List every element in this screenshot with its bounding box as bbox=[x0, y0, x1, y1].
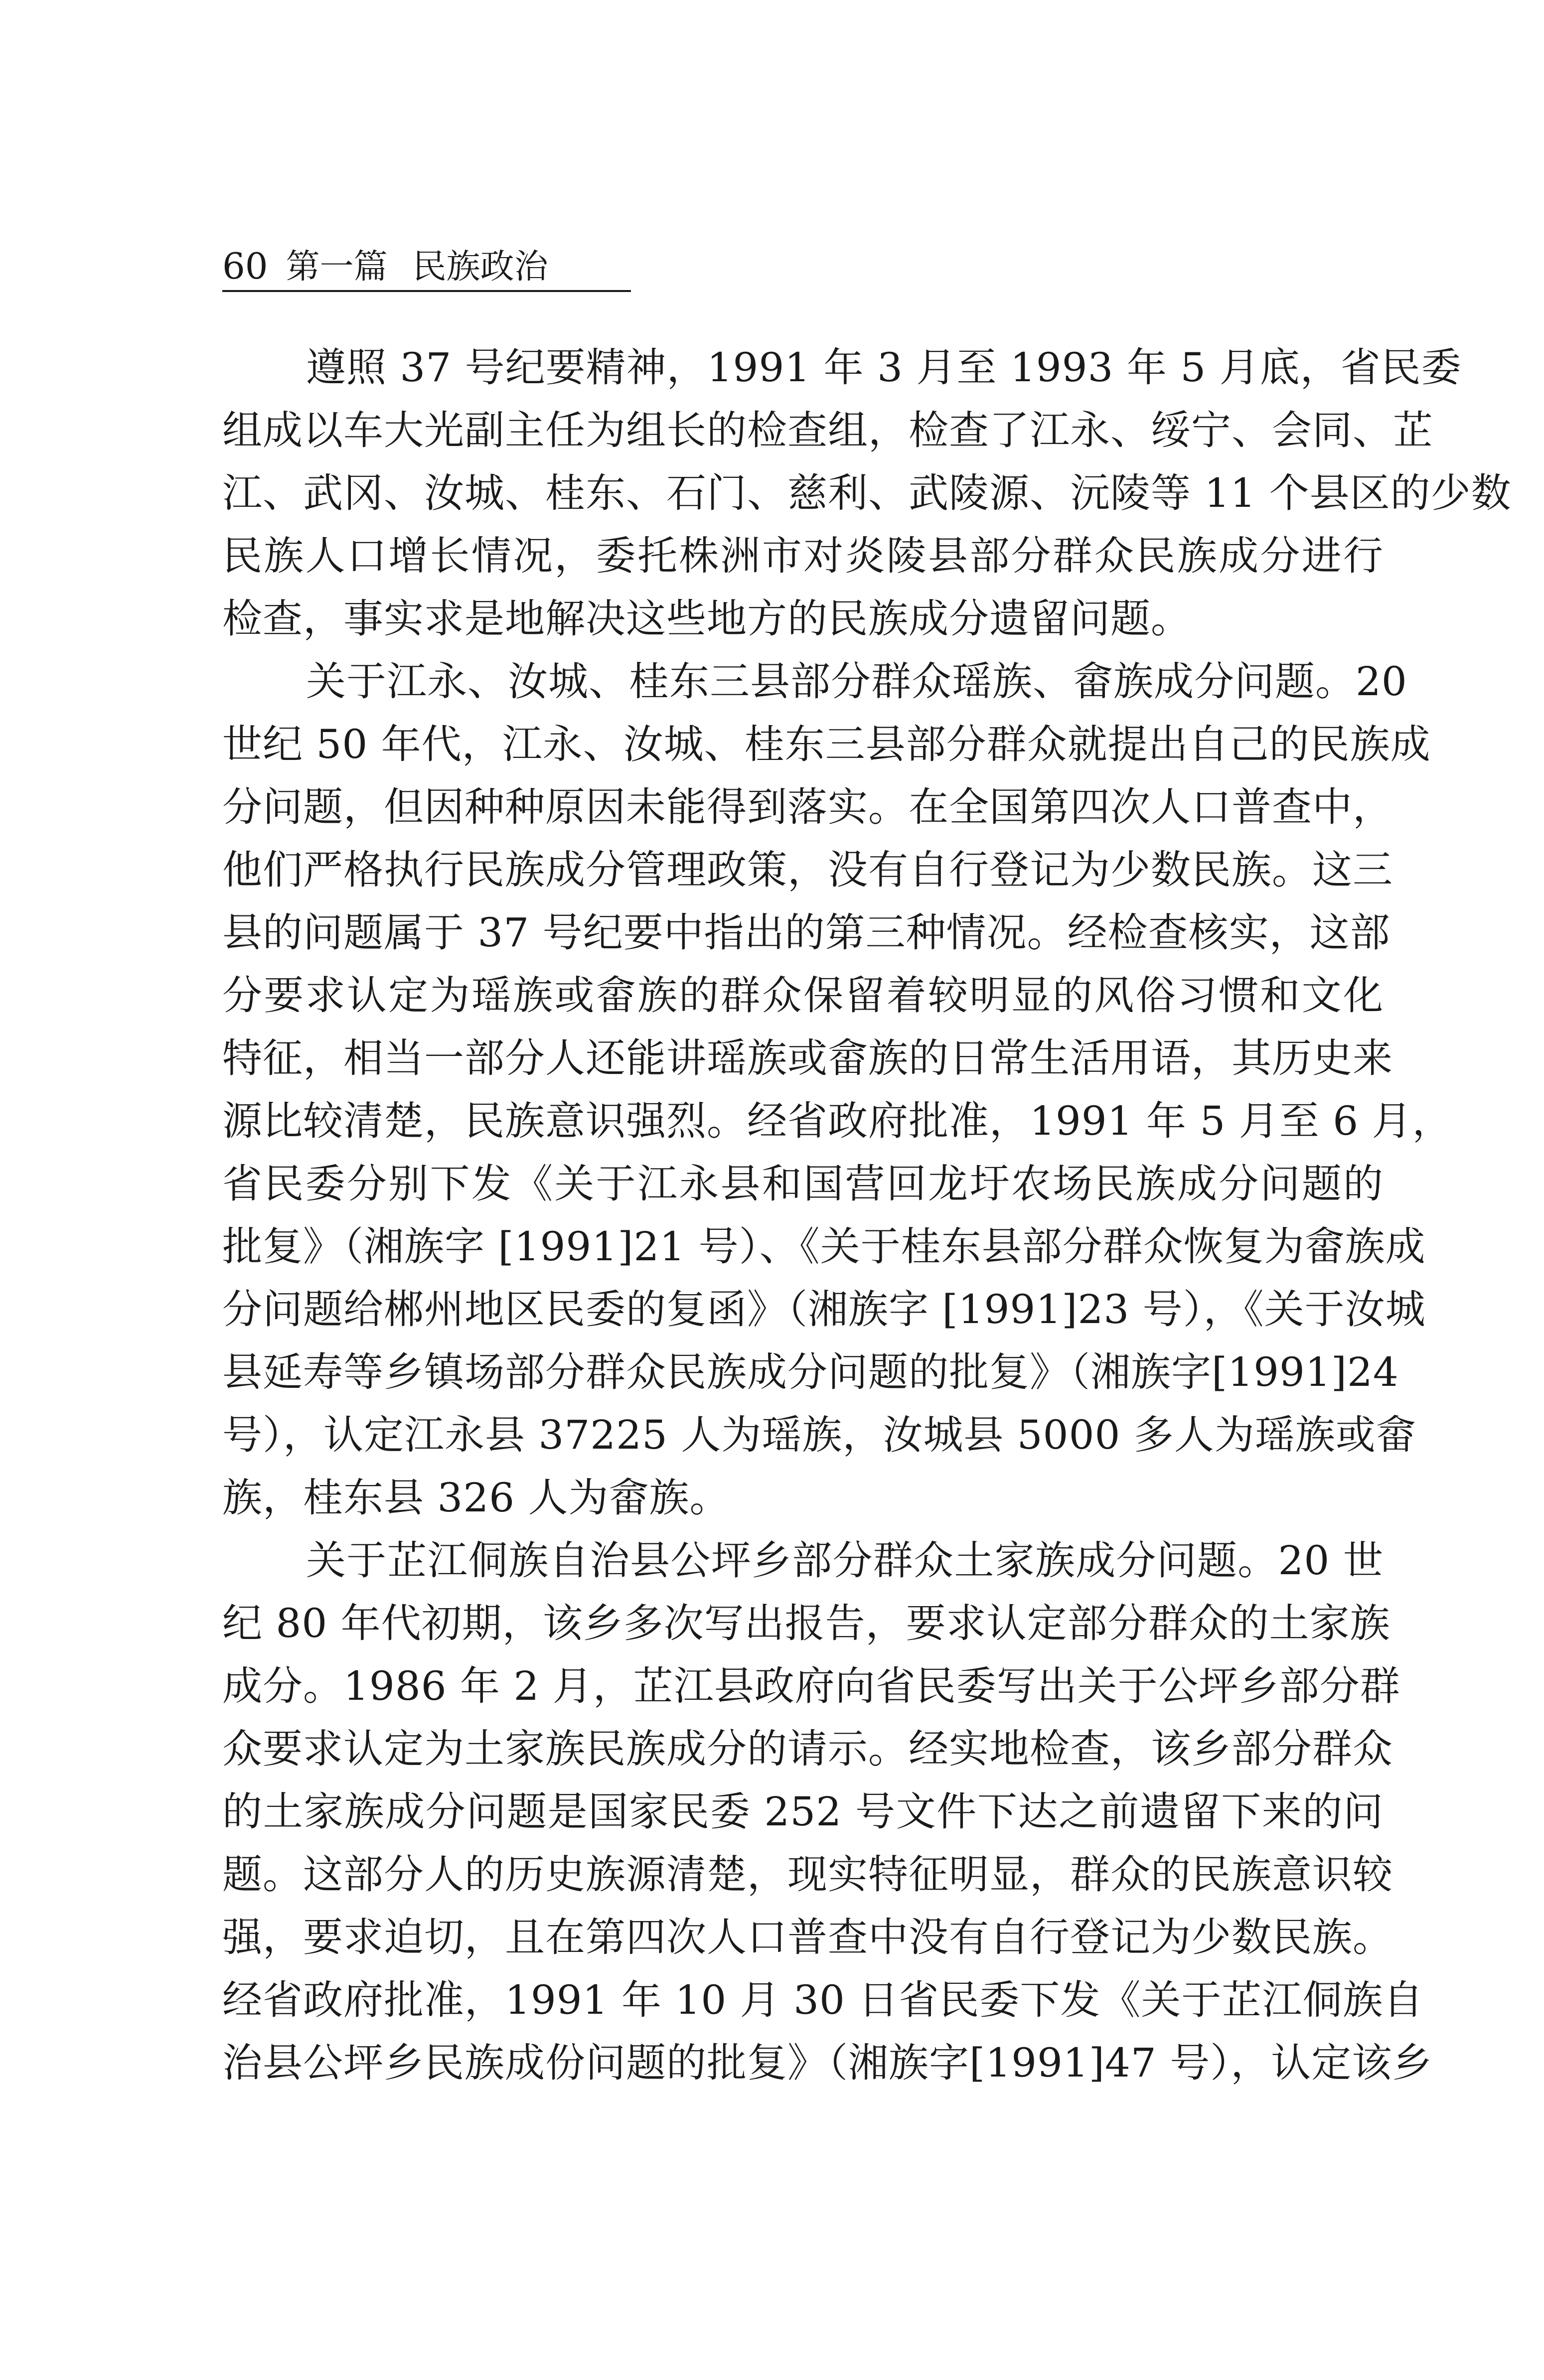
text-line: 遵照 37 号纪要精神，1991 年 3 月至 1993 年 5 月底，省民委 bbox=[306, 344, 1462, 391]
text-line: 特征，相当一部分人还能讲瑶族或畲族的日常生活用语，其历史来 bbox=[222, 1035, 1393, 1081]
page-number: 60 bbox=[222, 245, 268, 287]
text-line: 经省政府批准，1991 年 10 月 30 日省民委下发《关于芷江侗族自 bbox=[222, 1977, 1424, 2023]
text-line: 强，要求迫切，且在第四次人口普查中没有自行登记为少数民族。 bbox=[222, 1914, 1393, 1960]
text-line: 源比较清楚，民族意识强烈。经省政府批准，1991 年 5 月至 6 月， bbox=[222, 1098, 1453, 1144]
text-line: 县延寿等乡镇场部分群众民族成分问题的批复》（湘族字[1991]24 bbox=[222, 1349, 1399, 1395]
text-line: 民族人口增长情况，委托株洲市对炎陵县部分群众民族成分进行 bbox=[222, 533, 1384, 579]
text-line: 族，桂东县 326 人为畲族。 bbox=[222, 1475, 730, 1521]
text-line: 号），认定江永县 37225 人为瑶族，汝城县 5000 多人为瑶族或畲 bbox=[222, 1412, 1416, 1458]
text-line: 题。这部分人的历史族源清楚，现实特征明显，群众的民族意识较 bbox=[222, 1851, 1393, 1898]
text-line: 江、武冈、汝城、桂东、石门、慈利、武陵源、沅陵等 11 个县区的少数 bbox=[222, 470, 1512, 516]
text-line: 众要求认定为土家族民族成分的请示。经实地检查，该乡部分群众 bbox=[222, 1726, 1393, 1772]
text-line: 省民委分别下发《关于江永县和国营回龙圩农场民族成分问题的 bbox=[222, 1161, 1384, 1207]
text-line: 成分。1986 年 2 月，芷江县政府向省民委写出关于公坪乡部分群 bbox=[222, 1663, 1400, 1709]
text-line: 世纪 50 年代，江永、汝城、桂东三县部分群众就提出自己的民族成 bbox=[222, 721, 1431, 767]
text-line: 组成以车大光副主任为组长的检查组，检查了江永、绥宁、会同、芷 bbox=[222, 407, 1433, 453]
running-head bbox=[222, 242, 631, 292]
text-line: 分问题给郴州地区民委的复函》（湘族字 [1991]23 号），《关于汝城 bbox=[222, 1286, 1426, 1333]
part-title bbox=[286, 247, 548, 287]
text-line: 纪 80 年代初期，该乡多次写出报告，要求认定部分群众的土家族 bbox=[222, 1600, 1390, 1646]
text-line: 他们严格执行民族成分管理政策，没有自行登记为少数民族。这三 bbox=[222, 847, 1393, 893]
section-label: 民族政治 bbox=[412, 247, 548, 287]
text-line: 治县公坪乡民族成份问题的批复》（湘族字[1991]47 号），认定该乡 bbox=[222, 2040, 1433, 2086]
text-line: 批复》（湘族字 [1991]21 号）、《关于桂东县部分群众恢复为畲族成 bbox=[222, 1223, 1426, 1270]
text-line: 关于芷江侗族自治县公坪乡部分群众土家族成分问题。20 世 bbox=[306, 1537, 1384, 1584]
text-line: 分问题，但因种种原因未能得到落实。在全国第四次人口普查中， bbox=[222, 784, 1393, 830]
text-line: 的土家族成分问题是国家民委 252 号文件下达之前遗留下来的问 bbox=[222, 1788, 1384, 1835]
text-line: 检查，事实求是地解决这些地方的民族成分遗留问题。 bbox=[222, 595, 1191, 642]
body-text bbox=[222, 336, 1512, 2094]
text-line: 关于江永、汝城、桂东三县部分群众瑶族、畲族成分问题。20 bbox=[306, 658, 1407, 705]
part-label: 第一篇 bbox=[286, 247, 388, 287]
text-line: 县的问题属于 37 号纪要中指出的第三种情况。经检查核实，这部 bbox=[222, 909, 1390, 956]
text-line: 分要求认定为瑶族或畲族的群众保留着较明显的风俗习惯和文化 bbox=[222, 972, 1384, 1019]
